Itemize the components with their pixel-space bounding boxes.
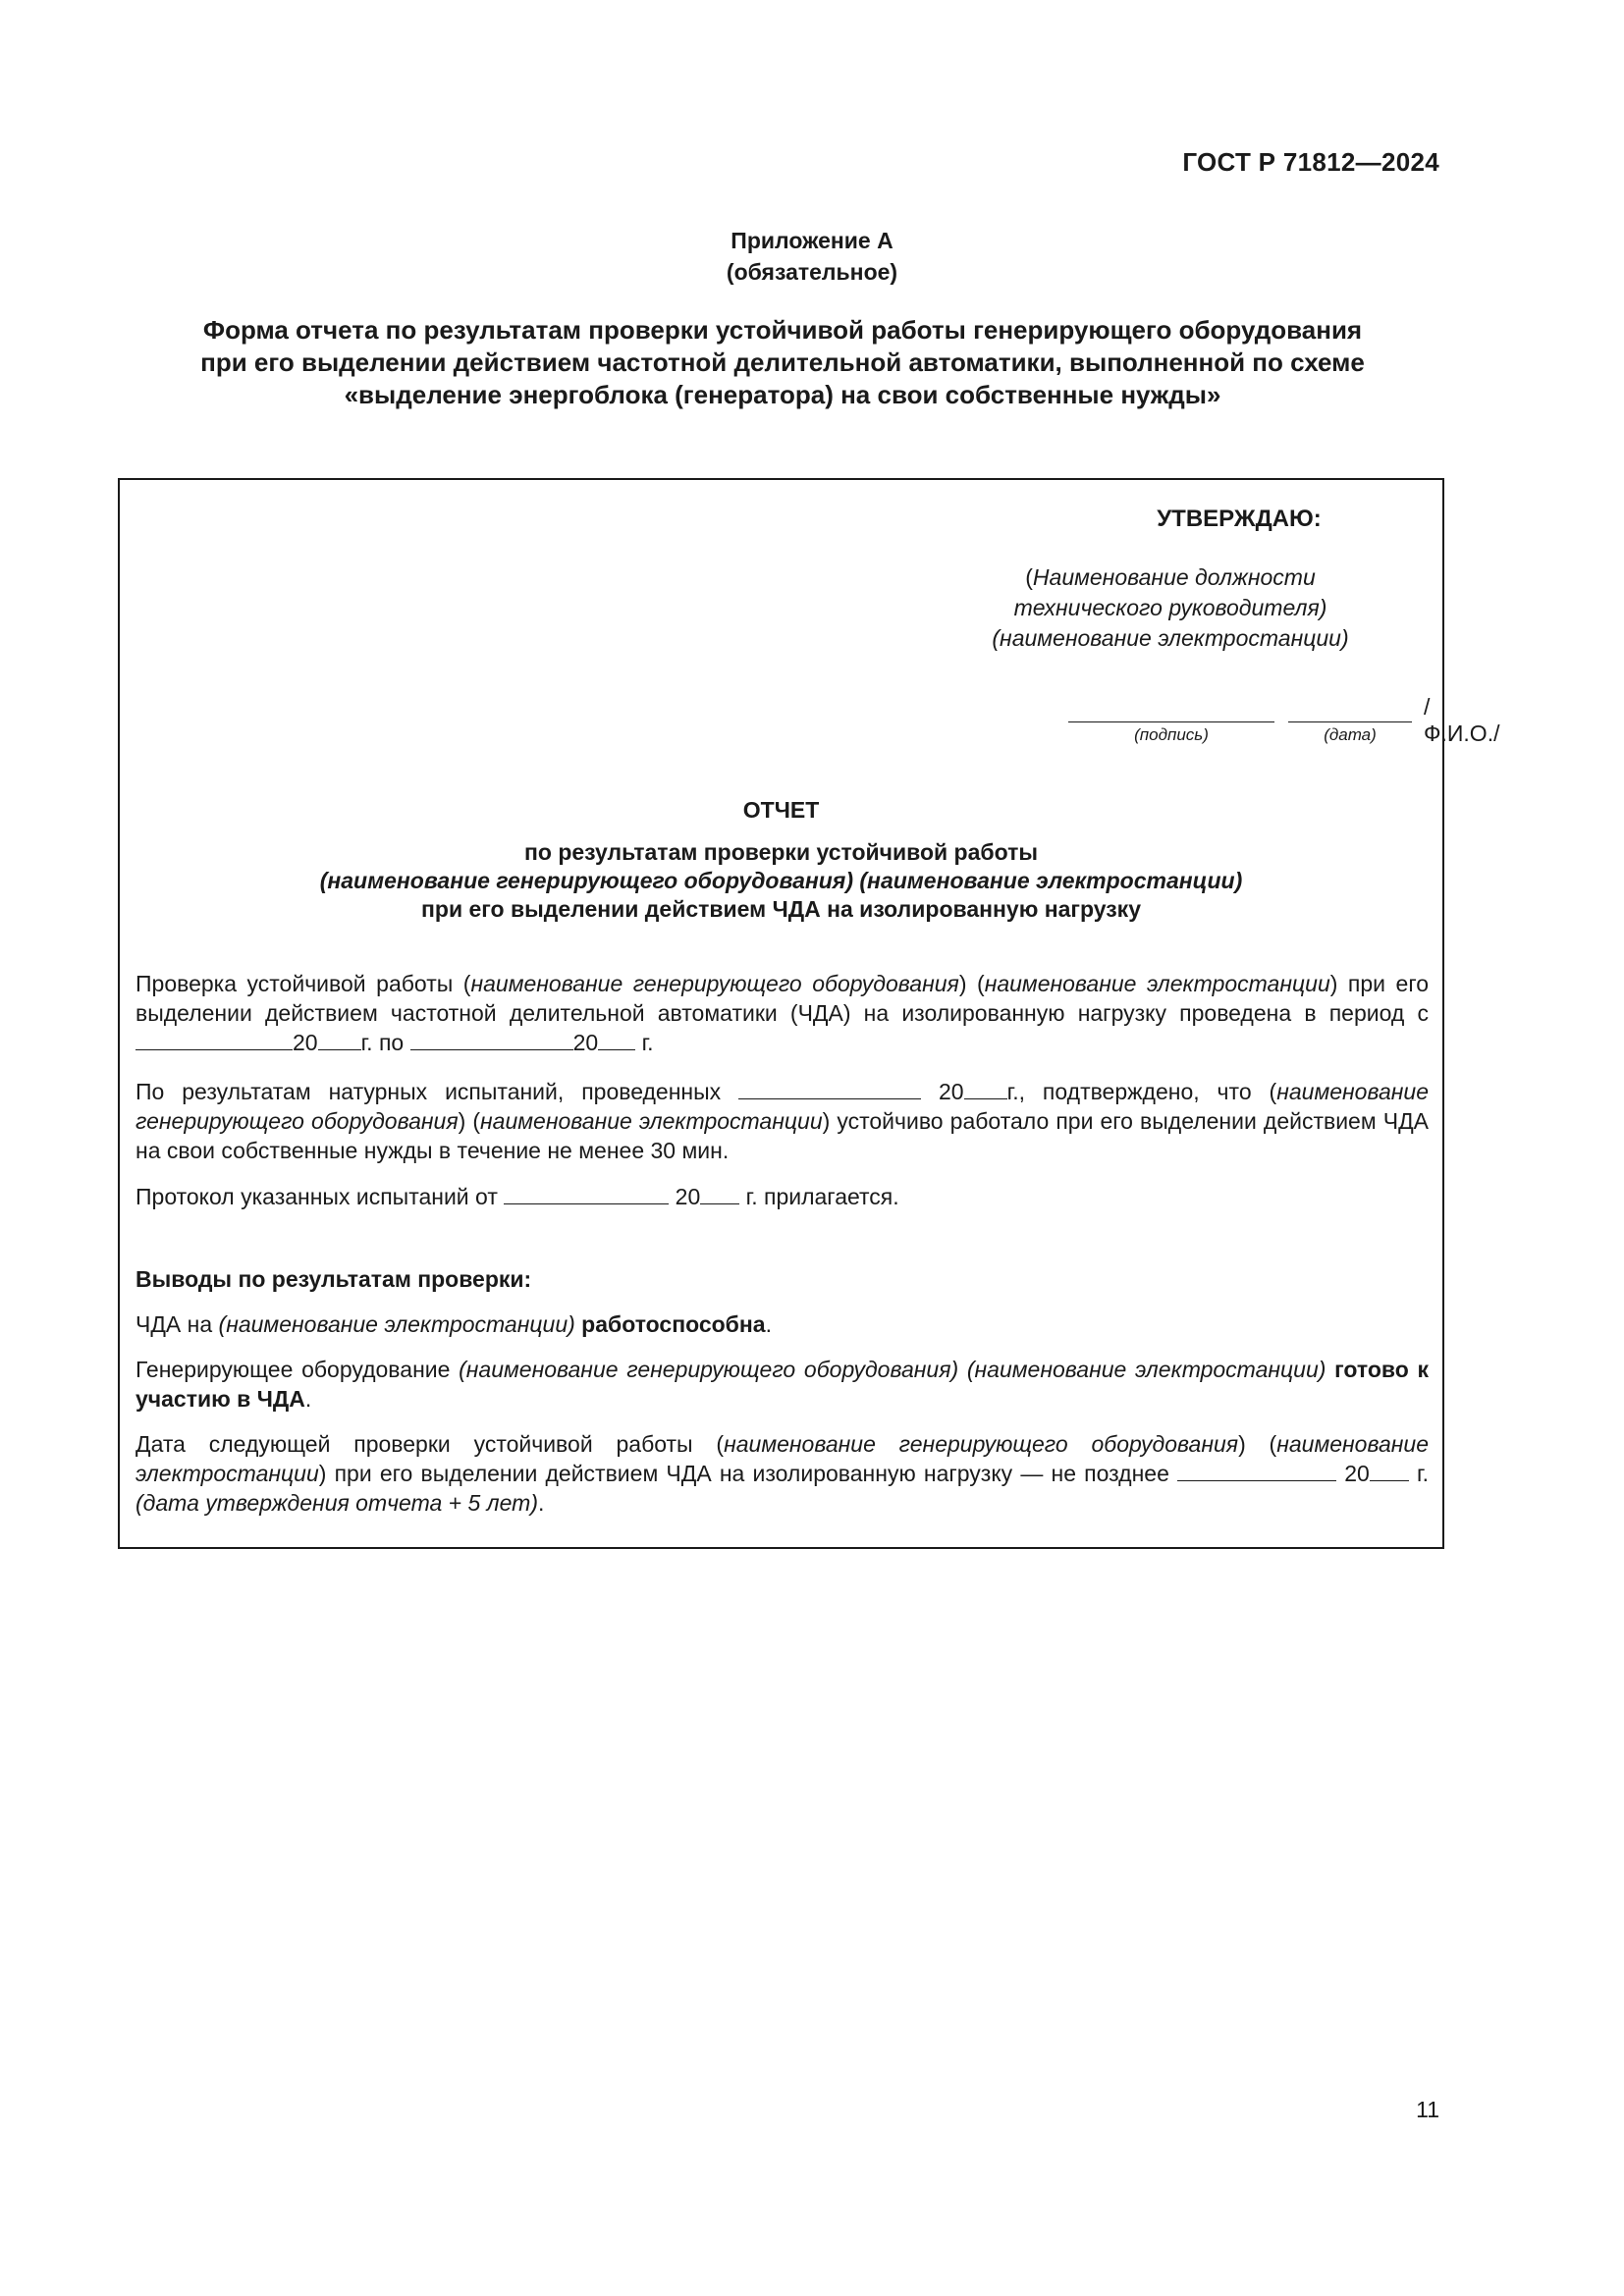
text-span: г. прилагается.	[739, 1184, 899, 1209]
approval-position-block	[945, 562, 1396, 654]
paragraph-field-tests	[135, 1077, 1429, 1165]
year-blank	[318, 1030, 361, 1050]
year-blank	[598, 1030, 635, 1050]
page-number: 11	[1416, 2097, 1439, 2122]
approval-line: (наименование электростанции)	[992, 625, 1349, 651]
form-title	[118, 314, 1447, 411]
signature-row	[945, 694, 1500, 753]
text-span: ) при его выделении действием частотной делительной автоматики (ЧДА) на изолированную нагрузку проведена в период с	[135, 971, 1430, 1026]
text-span: г.	[635, 1030, 654, 1055]
report-form-frame	[118, 478, 1500, 1549]
approval-heading: УТВЕРЖДАЮ:	[1157, 506, 1322, 532]
text-span: 20	[293, 1030, 318, 1055]
conclusion-ready	[135, 1355, 1429, 1414]
date-blank	[1177, 1461, 1336, 1481]
text-span: По результатам натурных испытаний, проведенных	[135, 1079, 739, 1104]
italic-span: (дата утверждения отчета + 5 лет)	[135, 1490, 538, 1516]
signature-blank	[1068, 694, 1274, 722]
paragraph-protocol	[135, 1182, 1429, 1211]
italic-span: наименование генерирующего оборудования	[724, 1431, 1239, 1457]
italic-span: наименование генерирующего оборудования	[135, 1079, 1429, 1134]
text-span: г. по	[360, 1030, 410, 1055]
appendix-title: Приложение А	[731, 228, 893, 253]
text-span: .	[537, 1490, 545, 1516]
text-span: 20	[669, 1184, 701, 1209]
italic-span: наименование электростанции	[984, 971, 1330, 996]
report-title: ОТЧЕТ	[742, 797, 820, 823]
text-span: ) (	[458, 1108, 481, 1134]
approval-position-text: Наименование должности	[1032, 564, 1316, 590]
text-span: 20	[572, 1030, 599, 1055]
text-span: г., подтверждено, что (	[1006, 1079, 1277, 1104]
bold-span: готово к участию в ЧДА	[135, 1357, 1429, 1412]
text-span: ) (	[1238, 1431, 1277, 1457]
bold-span: работоспособна	[581, 1311, 766, 1337]
conclusion-next-check	[135, 1429, 1429, 1518]
paren-open: (	[1025, 564, 1033, 590]
italic-span: наименование электростанции	[135, 1431, 1429, 1486]
date-blank	[1288, 694, 1412, 722]
text-span: Проверка устойчивой работы (	[135, 971, 471, 996]
appendix-status: (обязательное)	[726, 259, 898, 285]
form-title-line: «выделение энергоблока (генератора) на свои собственные нужды»	[344, 380, 1221, 409]
text-span: Протокол указанных испытаний от	[135, 1184, 505, 1209]
text-span: .	[765, 1311, 772, 1337]
italic-span: (наименование электростанции)	[218, 1311, 575, 1337]
date-blank	[504, 1184, 669, 1204]
paragraph-test-period	[135, 969, 1429, 1057]
text-span: ) при его выделении действием ЧДА на изолированную нагрузку — не позднее	[318, 1461, 1178, 1486]
text-span: Дата следующей проверки устойчивой работы (	[135, 1431, 725, 1457]
date-caption: (дата)	[1324, 725, 1377, 744]
year-blank	[700, 1184, 739, 1204]
approval-line	[945, 562, 1396, 593]
form-title-line: Форма отчета по результатам проверки устойчивой работы генерирующего оборудования	[202, 315, 1363, 345]
text-span: Генерирующее оборудование	[135, 1357, 460, 1382]
signature-caption: (подпись)	[1134, 725, 1209, 744]
text-span: г.	[1408, 1461, 1429, 1486]
report-subtitle	[120, 838, 1442, 924]
report-subtitle-line: при его выделении действием ЧДА на изолированную нагрузку	[421, 896, 1141, 922]
approval-line: технического руководителя)	[1013, 595, 1327, 620]
italic-span: наименование электростанции	[480, 1108, 823, 1134]
text-span: 20	[921, 1079, 964, 1104]
year-blank	[964, 1079, 1007, 1099]
text-span: .	[304, 1386, 312, 1412]
date-blank	[738, 1079, 921, 1099]
text-span: ) (	[958, 971, 985, 996]
fio-label: /Ф.И.О./	[1424, 694, 1500, 746]
text-span: ЧДА на	[135, 1311, 219, 1337]
text-span: 20	[1336, 1461, 1370, 1486]
conclusion-operable	[135, 1309, 1429, 1339]
form-title-line: при его выделении действием частотной делительной автоматики, выполненной по схеме	[200, 347, 1365, 377]
appendix-heading	[0, 225, 1624, 288]
report-subtitle-line: по результатам проверки устойчивой работы	[524, 839, 1038, 865]
text-span: ) устойчиво работало при его выделении действием ЧДА на свои собственные нужды в течение не менее 30 мин.	[135, 1108, 1429, 1163]
conclusions-heading: Выводы по результатам проверки:	[135, 1266, 532, 1292]
standard-number: ГОСТ Р 71812—2024	[1182, 147, 1439, 177]
date-blank	[135, 1030, 293, 1050]
italic-span: (наименование генерирующего оборудования) (наименование электростанции)	[459, 1357, 1326, 1382]
year-blank	[1370, 1461, 1409, 1481]
report-subtitle-line: (наименование генерирующего оборудования) (наименование электростанции)	[319, 868, 1243, 893]
italic-span: наименование генерирующего оборудования	[470, 971, 959, 996]
date-blank	[410, 1030, 573, 1050]
